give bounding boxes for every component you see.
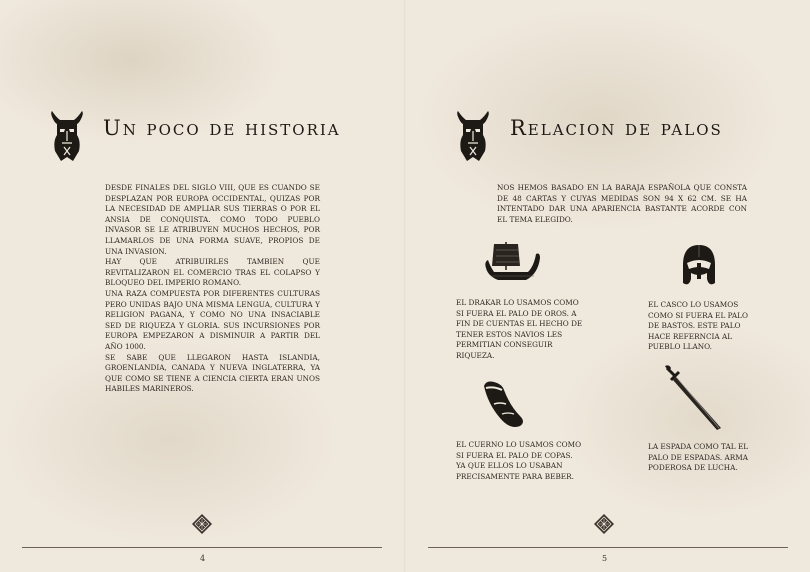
footer-line-left	[22, 547, 382, 548]
diamond-ornament-icon	[594, 514, 614, 534]
viking-mask-icon	[50, 111, 84, 161]
history-paragraph: HAY QUE ATRIBUIRLES TAMBIEN QUE REVITALIZARON EL COMERCIO TRAS EL COLAPSO Y BLOQUEO DEL IMPERIO ROMANO.	[105, 257, 320, 288]
viking-helmet-icon	[679, 243, 719, 289]
page-gutter	[404, 0, 406, 572]
footer-line-right	[428, 547, 788, 548]
page-title-right: Relacion de palos	[510, 116, 723, 140]
diamond-ornament-icon	[192, 514, 212, 534]
viking-mask-icon	[456, 111, 490, 161]
history-paragraph: SE SABE QUE LLEGARON HASTA ISLANDIA, GROENLANDIA, CANADA Y NUEVA INGLATERRA, YA QUE COMO SE TIENE A CIENCIA CIERTA ERAN UNOS HABILES MARINEROS.	[105, 352, 320, 394]
suit-caption: EL CUERNO LO USAMOS COMO SI FUERA EL PALO DE COPAS. YA QUE ELLOS LO USABAN PRECISAMENTE PARA BEBER.	[456, 440, 582, 481]
sword-icon	[661, 362, 725, 434]
suits-intro	[497, 183, 747, 225]
suit-caption: EL CASCO LO USAMOS COMO SI FUERA EL PALO DE BASTOS. ESTE PALO HACE REFERNCIA AL PUEBLO LLANO.	[648, 300, 748, 352]
page-number-right: 5	[602, 554, 608, 563]
page-title-left: Un poco de historia	[103, 116, 341, 140]
page-number-left: 4	[200, 554, 206, 563]
intro-paragraph: NOS HEMOS BASADO EN LA BARAJA ESPAÑOLA QUE CONSTA DE 48 CARTAS Y CUYAS MEDIDAS SON 94 X 62 CM. SE HA INTENTADO DAR UNA APARIENCIA BASTANTE ACORDE CON EL TEMA ELEGIDO.	[497, 183, 747, 224]
history-paragraph: UNA RAZA COMPUESTA POR DIFERENTES CULTURAS PERO UNIDAS BAJO UNA MISMA LENGUA, CULTURA Y RELIGION PAGANA, Y COMO NO UNA INSACIABLE SED DE RIQUEZA Y GLORIA. SUS INCURSIONES POR EUROPA EMPEZARON A DISMINUIR A PARTIR DEL AÑO 1000.	[105, 288, 320, 351]
drinking-horn-icon	[480, 380, 526, 432]
history-text	[105, 183, 320, 395]
history-paragraph: DESDE FINALES DEL SIGLO VIII, QUE ES CUANDO SE DESPLAZAN POR EUROPA OCCIDENTAL, QUIZAS POR LA NECESIDAD DE AMPLIAR SUS TIERRAS O POR EL ANSIA DE CONQUISTA. COMO TODO PUEBLO INVASOR SE LE ATRIBUYEN MUCHOS HECHOS, POR LLAMARLOS DE UNA FORMA SUAVE, PROPIOS DE UNA INVASION.	[105, 183, 320, 256]
suit-caption: EL DRAKAR LO USAMOS COMO SI FUERA EL PALO DE OROS. A FIN DE CUENTAS EL HECHO DE TENER ESTOS NAVIOS LES PERMITIAN CONSEGUIR RIQUEZA.	[456, 298, 583, 360]
drakkar-ship-icon	[484, 240, 542, 288]
suit-caption: LA ESPADA COMO TAL EL PALO DE ESPADAS. ARMA PODEROSA DE LUCHA.	[648, 442, 749, 473]
